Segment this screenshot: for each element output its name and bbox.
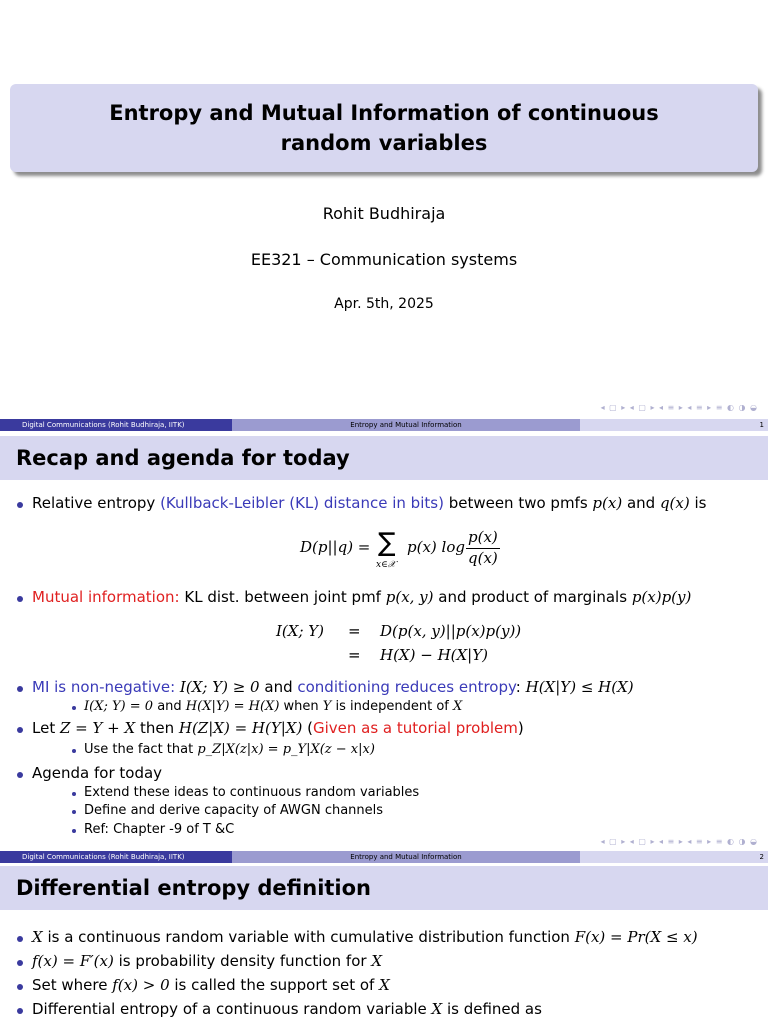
footer-1 <box>0 419 768 431</box>
mi-equation: I(X; Y) = D(p(x, y)||p(x)p(y)) = H(X) − H(X|Y) <box>276 622 522 664</box>
slide1-title: Entropy and Mutual Information of continuous random variables <box>109 101 659 155</box>
bullet-mi-nonnegative: MI is non-negative: I(X; Y) ≥ 0 and conditioning reduces entropy: H(X|Y) ≤ H(X) <box>32 678 634 696</box>
sub-bullet-use-fact: Use the fact that p_Z|X(z|x) = p_Y|X(z − x|x) <box>84 742 375 757</box>
agenda-item-extend: Extend these ideas to continuous random variables <box>84 785 420 800</box>
bullet-agenda: Agenda for today <box>32 764 163 782</box>
slide3-title: Differential entropy definition <box>0 866 768 910</box>
bullet-differential-entropy: Differential entropy of a continuous random variable X is defined as <box>32 1000 542 1018</box>
footer-author: Digital Communications (Rohit Budhiraja, IITK) <box>0 851 232 863</box>
beamer-nav-2[interactable]: ◂ ▢ ▸ ◂ ▢ ▸ ◂ ≡ ▸ ◂ ≡ ▸ ≡ ◐ ◑ ◒ <box>600 837 758 846</box>
bullet-mutual-information: Mutual information: KL dist. between joint pmf p(x, y) and product of marginals p(x)p(y) <box>32 588 692 606</box>
footer-page-number: 1 <box>580 419 768 431</box>
course-name: EE321 – Communication systems <box>250 250 518 269</box>
agenda-item-reference: Ref: Chapter -9 of T &C <box>84 822 235 837</box>
footer-page-number: 2 <box>580 851 768 863</box>
bullet-relative-entropy: Relative entropy (Kullback-Leibler (KL) distance in bits) between two pmfs p(x) and q(x) is <box>32 494 707 512</box>
sub-bullet-independence: I(X; Y) = 0 and H(X|Y) = H(X) when Y is independent of X <box>84 699 463 714</box>
bullet-support-set: Set where f(x) > 0 is called the support set of X <box>32 976 390 994</box>
footer-2 <box>0 851 768 863</box>
bullet-pdf: f(x) = F′(x) is probability density function for X <box>32 952 383 970</box>
agenda-item-capacity: Define and derive capacity of AWGN channels <box>84 803 384 818</box>
footer-title: Entropy and Mutual Information <box>232 851 580 863</box>
presentation-date: Apr. 5th, 2025 <box>334 296 434 312</box>
bullet-let-z: Let Z = Y + X then H(Z|X) = H(Y|X) (Given as a tutorial problem) <box>32 719 524 737</box>
footer-title: Entropy and Mutual Information <box>232 419 580 431</box>
bullet-continuous-rv: X is a continuous random variable with cumulative distribution function F(x) = Pr(X ≤ x) <box>32 928 698 946</box>
beamer-nav-1[interactable]: ◂ ▢ ▸ ◂ ▢ ▸ ◂ ≡ ▸ ◂ ≡ ▸ ≡ ◐ ◑ ◒ <box>600 403 758 412</box>
author-name: Rohit Budhiraja <box>322 204 446 223</box>
footer-author: Digital Communications (Rohit Budhiraja, IITK) <box>0 419 232 431</box>
slide2-title: Recap and agenda for today <box>0 436 768 480</box>
slide1-title-box <box>10 84 758 172</box>
